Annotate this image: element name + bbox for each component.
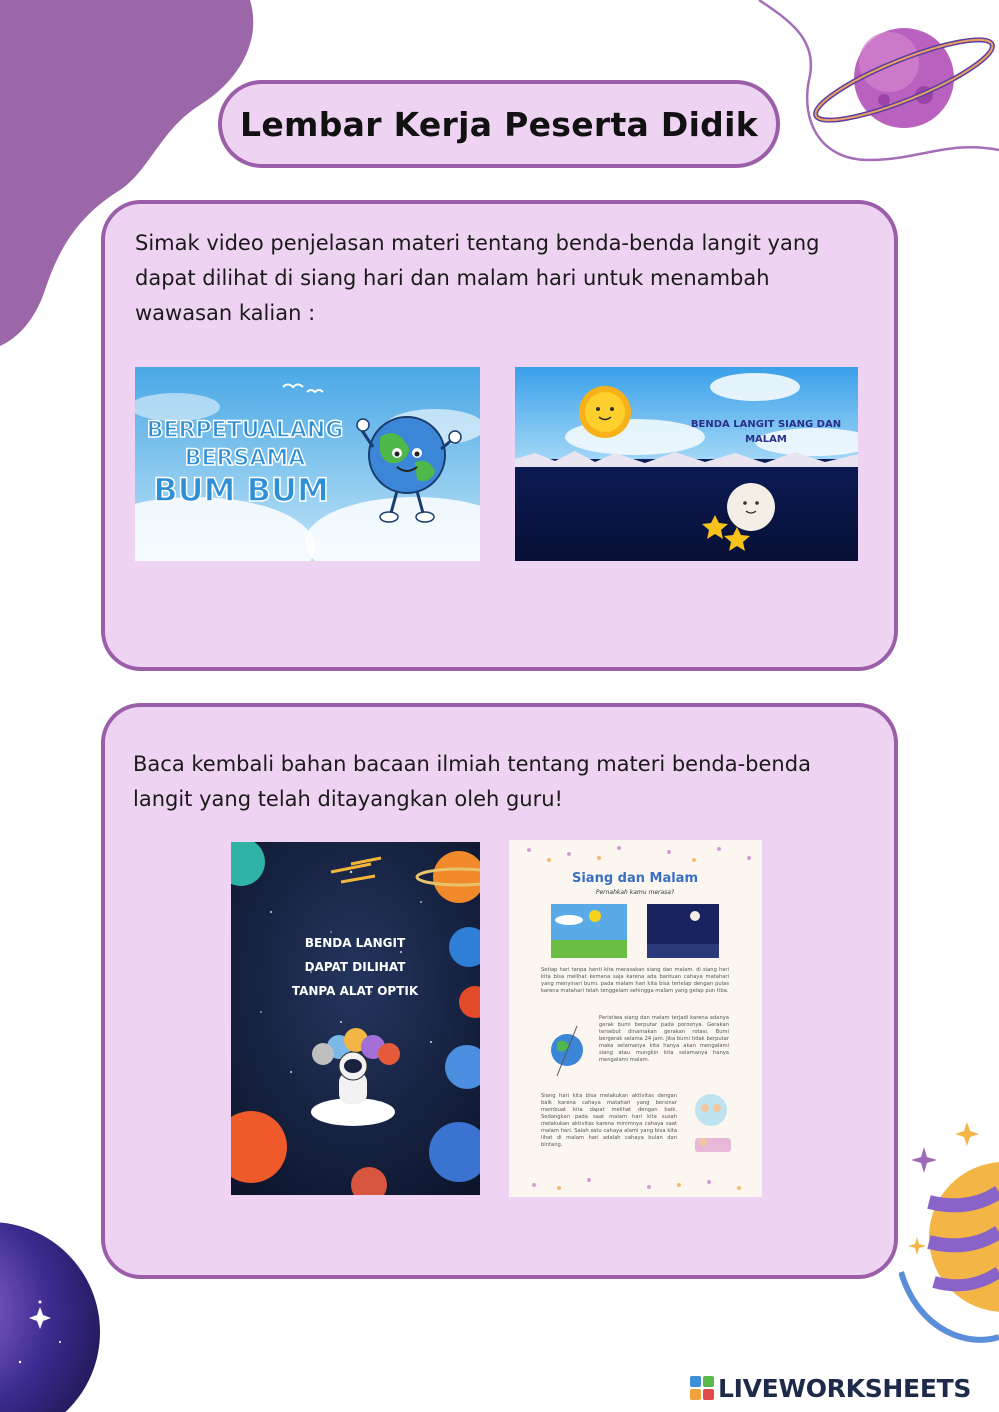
video1-title-line1: BERPETUALANG [146, 418, 344, 443]
night-scene-image [647, 904, 719, 958]
book1-title-line1: BENDA LANGIT [304, 936, 406, 950]
galaxy-planet-icon [0, 1182, 110, 1412]
reading-page-siang-dan-malam[interactable] [509, 840, 762, 1197]
video1-title-line3: BUM BUM [153, 471, 329, 509]
moon-icon [727, 483, 775, 531]
video1-title-line2: BERSAMA [184, 446, 306, 471]
video2-title-line2: MALAM [745, 434, 787, 445]
book2-paragraph-3: Siang hari kita bisa melakukan aktivitas dengan baik karena cahaya matahari yang bersinar membuat kita dapat melihat dengan baik. Sedangkan pada saat malam hari kita susah melakukan aktivitas karena minimnya cahaya saat malam hari. Salah satu cahaya alami yang bisa kita lihat di malam hari adalah cahaya bulan dan bintang. [541, 1093, 677, 1148]
sun-icon [579, 386, 631, 438]
planet-icon [749, 0, 999, 175]
book2-title: Siang dan Malam [571, 871, 699, 886]
book2-paragraph-2: Peristiwa siang dan malam terjadi karena adanya gerak bumi berputar pada porosnya. Gerakan tersebut dinamakan gerakan rotasi. Bumi bergerak selama 24 jam. Jika bumi tidak berputar maka selamanya kita hanya akan mengalami siang atau mungkin kita selamanya hanya mengalami malam. [599, 1015, 729, 1063]
video-thumbnail-siang-malam[interactable] [515, 367, 858, 561]
liveworksheets-logo [690, 1372, 971, 1404]
video-instruction: Simak video penjelasan materi tentang benda-benda langit yang dapat dilihat di siang hari dan malam hari untuk menambah wawasan kalian : [135, 231, 820, 325]
book2-paragraph-1: Setiap hari tanpa henti kita merasakan siang dan malam. di siang hari kita bisa melihat kemana saja karena ada bantuan cahaya matahari yang menyinari bumi. pada malam hari kita bisa terlelap dengan pulas karena matahari telah tenggelam sehingga malam yang gelap pun tiba. [541, 967, 729, 994]
liveworksheets-brand: LIVEWORKSHEETS [718, 1373, 972, 1403]
striped-planet-icon [899, 1122, 999, 1352]
reading-instruction: Baca kembali bahan bacaan ilmiah tentang materi benda-benda langit yang telah ditayangkan oleh guru! [133, 752, 811, 811]
book2-subtitle: Pernahkah kamu merasa? [595, 889, 675, 896]
book1-title-line3: TANPA ALAT OPTIK [291, 984, 419, 998]
day-scene-image [551, 904, 627, 958]
book-cover-benda-langit[interactable] [231, 842, 480, 1195]
video-thumbnail-bum-bum[interactable] [135, 367, 480, 561]
reading-panel [101, 703, 898, 1279]
video-panel [101, 200, 898, 671]
liveworksheets-icon [690, 1376, 714, 1400]
video2-title-line1: BENDA LANGIT SIANG DAN [690, 419, 842, 430]
book1-title-line2: DAPAT DILIHAT [304, 960, 406, 974]
page-title: Lembar Kerja Peserta Didik [240, 104, 758, 144]
title-banner [218, 80, 780, 168]
